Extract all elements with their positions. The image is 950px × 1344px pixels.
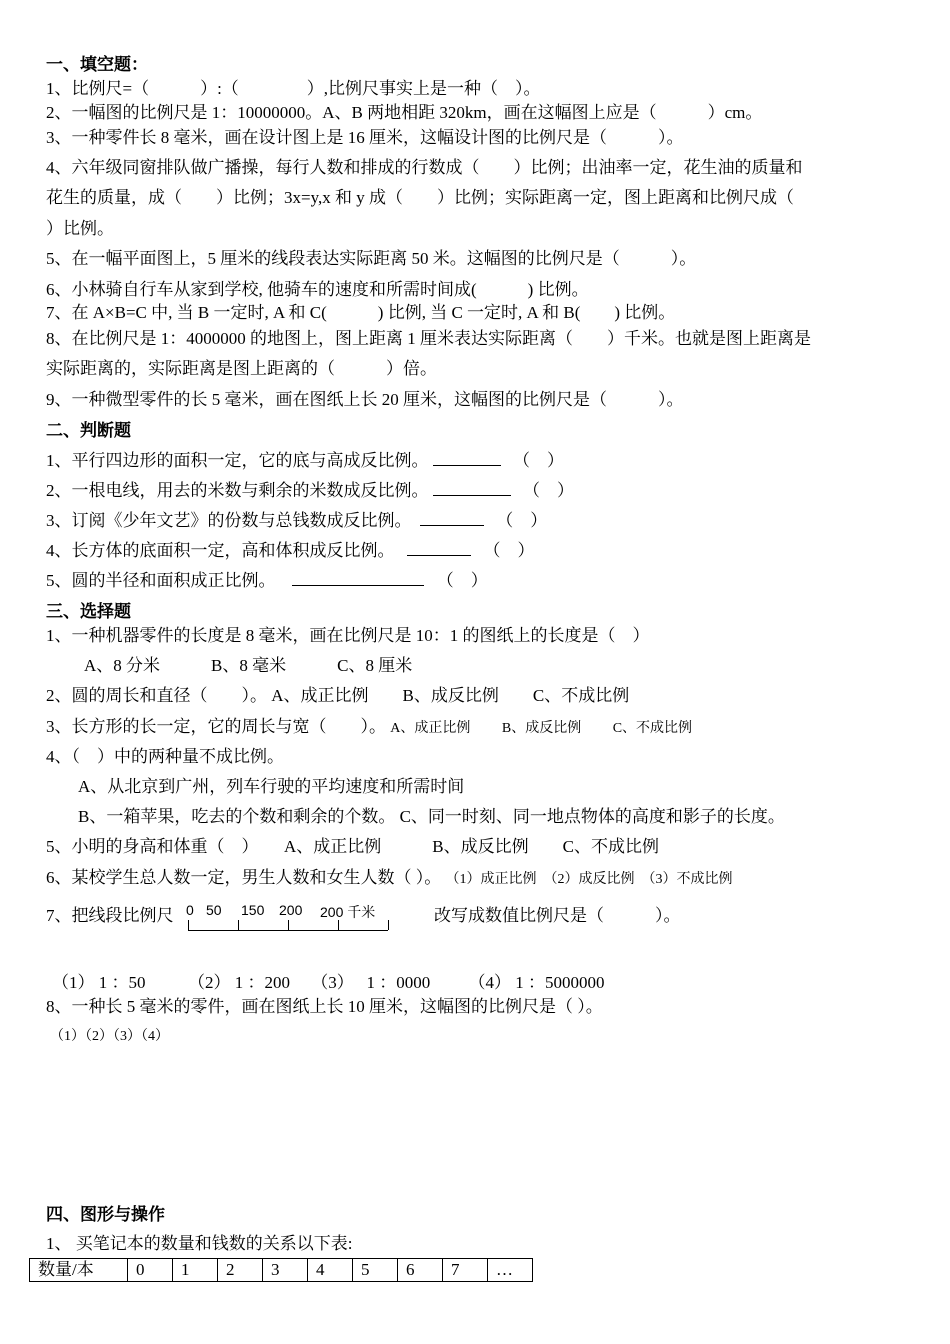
answer-line: [292, 571, 424, 586]
s2-item-3: [46, 510, 547, 532]
answer-line: [420, 511, 484, 526]
notebook-price-table: [29, 1258, 533, 1282]
s3-question-1-options: A、8 分米 B、8 毫米 C、8 厘米: [84, 656, 413, 675]
s4-question-1: 1、 买笔记本的数量和钱数的关系以下表:: [46, 1234, 353, 1253]
s2-item-mark: （ ）: [436, 571, 488, 590]
answer-line: [407, 541, 471, 556]
s2-item-mark: （ ）: [523, 481, 574, 500]
s1-question-4-line-3: ）比例。: [46, 219, 114, 238]
table-cell: 3: [263, 1259, 308, 1282]
table-cell: 5: [353, 1259, 398, 1282]
s2-item-4: [46, 540, 535, 562]
section-4-title: 四、图形与操作: [46, 1205, 165, 1224]
answer-line: [433, 481, 511, 496]
s1-question-9: 9、一种微型零件的长 5 毫米，画在图纸上长 20 厘米，这幅图的比例尺是（ ）。: [46, 390, 684, 409]
s2-item-5: [46, 570, 488, 592]
ruler-label: 50: [206, 902, 222, 918]
s1-question-8-line-1: 8、在比例尺是 1：4000000 的地图上，图上距离 1 厘米表达实际距离（ ）千米。也就是图上距离是: [46, 329, 811, 348]
s1-question-4-line-2: 花生的质量，成（ ）比例；3x=y,x 和 y 成（ ）比例；实际距离一定，图上距离和比例尺成（: [46, 188, 794, 207]
table-cell: 6: [398, 1259, 443, 1282]
s3-question-6-options: （1）成正比例 （2）成反比例 （3）不成比例: [445, 872, 733, 887]
s3-question-8: 8、一种长 5 毫米的零件，画在图纸上长 10 厘米，这幅图的比例尺是（ ）。: [46, 997, 603, 1016]
s3-question-4-option-a: A、从北京到广州，列车行驶的平均速度和所需时间: [78, 777, 465, 796]
table-cell: 1: [173, 1259, 218, 1282]
s2-item-text: 1、平行四边形的面积一定，它的底与高成反比例。: [46, 451, 429, 470]
s3-question-3-text: 3、长方形的长一定，它的周长与宽（ ）。: [46, 717, 386, 736]
ruler-tick: [188, 920, 189, 930]
s3-question-5: 5、小明的身高和体重（ ） A、成正比例 B、成反比例 C、不成比例: [46, 837, 659, 856]
s3-question-7-options: （1） 1 ：50 （2） 1 ：200 （3） 1 ：0000 （4） 1 ：5000000: [52, 973, 605, 992]
s1-question-6: 6、小林骑自行车从家到学校, 他骑车的速度和所需时间成( ) 比例。: [46, 280, 589, 299]
s3-question-7-lead: 7、把线段比例尺: [46, 906, 174, 925]
s1-question-8-line-2: 实际距离的，实际距离是图上距离的（ ）倍。: [46, 359, 437, 378]
ruler-tick: [338, 920, 339, 930]
section-2-title: 二、判断题: [46, 421, 131, 440]
ruler-label: 200 千米: [320, 904, 376, 920]
s1-question-3: 3、一种零件长 8 毫米，画在设计图上是 16 厘米，这幅设计图的比例尺是（ ）。: [46, 128, 684, 147]
ruler-label: 150: [241, 902, 265, 918]
s3-question-2: 2、圆的周长和直径（ ）。 A、成正比例 B、成反比例 C、不成比例: [46, 686, 630, 705]
s1-question-1: 1、比例尺=（ ）:（ ）,比例尺事实上是一种（ ）。: [46, 79, 541, 98]
s3-question-6: [46, 867, 733, 891]
s3-question-3: [46, 716, 692, 740]
s2-item-text: 2、一根电线，用去的米数与剩余的米数成反比例。: [46, 481, 429, 500]
table-cell: 2: [218, 1259, 263, 1282]
table-cell: 0: [128, 1259, 173, 1282]
answer-line: [433, 451, 501, 466]
ruler-tick: [388, 920, 389, 930]
table-cell: 4: [308, 1259, 353, 1282]
s3-question-1: 1、一种机器零件的长度是 8 毫米，画在比例尺是 10：1 的图纸上的长度是（ ）: [46, 626, 650, 645]
table-row: [30, 1259, 533, 1282]
ruler-tick: [288, 920, 289, 930]
s1-question-2: 2、一幅图的比例尺是 1：10000000。A、B 两地相距 320km，画在这幅图上应是（ ）cm。: [46, 103, 763, 122]
table-cell: …: [488, 1259, 533, 1282]
s3-question-6-text: 6、某校学生总人数一定，男生人数和女生人数（ ）。: [46, 868, 442, 887]
s2-item-2: [46, 480, 574, 502]
s2-item-mark: （ ）: [496, 511, 548, 530]
s1-question-7: 7、在 A×B=C 中, 当 B 一定时, A 和 C( ) 比例, 当 C 一定时, A 和 B( ) 比例。: [46, 303, 676, 322]
s2-item-text: 3、订阅《少年文艺》的份数与总钱数成反比例。: [46, 511, 412, 530]
section-3-title: 三、选择题: [46, 602, 131, 621]
s2-item-mark: （ ）: [483, 541, 535, 560]
s3-question-4-option-b-c: B、一箱苹果，吃去的个数和剩余的个数。 C、同一时刻、同一地点物体的高度和影子的长度。: [78, 807, 785, 826]
ruler-tick: [238, 920, 239, 930]
section-1-title: 一、填空题：: [46, 55, 148, 74]
table-cell: 数量/本: [30, 1259, 128, 1282]
s1-question-4-line-1: 4、六年级同窗排队做广播操，每行人数和排成的行数成（ ）比例；出油率一定，花生油的质量和: [46, 158, 803, 177]
s3-question-3-options: A、成正比例 B、成反比例 C、不成比例: [390, 721, 693, 736]
table-cell: 7: [443, 1259, 488, 1282]
s2-item-1: [46, 450, 564, 472]
s2-item-mark: （ ）: [513, 451, 564, 470]
s3-question-8-options: （1）（2）（3）（4）: [50, 1029, 169, 1044]
ruler-axis: [188, 930, 388, 931]
s3-question-7-tail: 改写成数值比例尺是（ ）。: [434, 906, 681, 925]
ruler-label: 200: [279, 902, 303, 918]
s1-question-5: 5、在一幅平面图上，5 厘米的线段表达实际距离 50 米。这幅图的比例尺是（ ）。: [46, 249, 697, 268]
s3-question-4: 4、（ ）中的两种量不成比例。: [46, 747, 284, 766]
ruler-label: 0: [186, 902, 194, 918]
s2-item-text: 4、长方体的底面积一定，高和体积成反比例。: [46, 541, 395, 560]
line-scale-ruler: [186, 902, 392, 936]
s2-item-text: 5、圆的半径和面积成正比例。: [46, 571, 276, 590]
